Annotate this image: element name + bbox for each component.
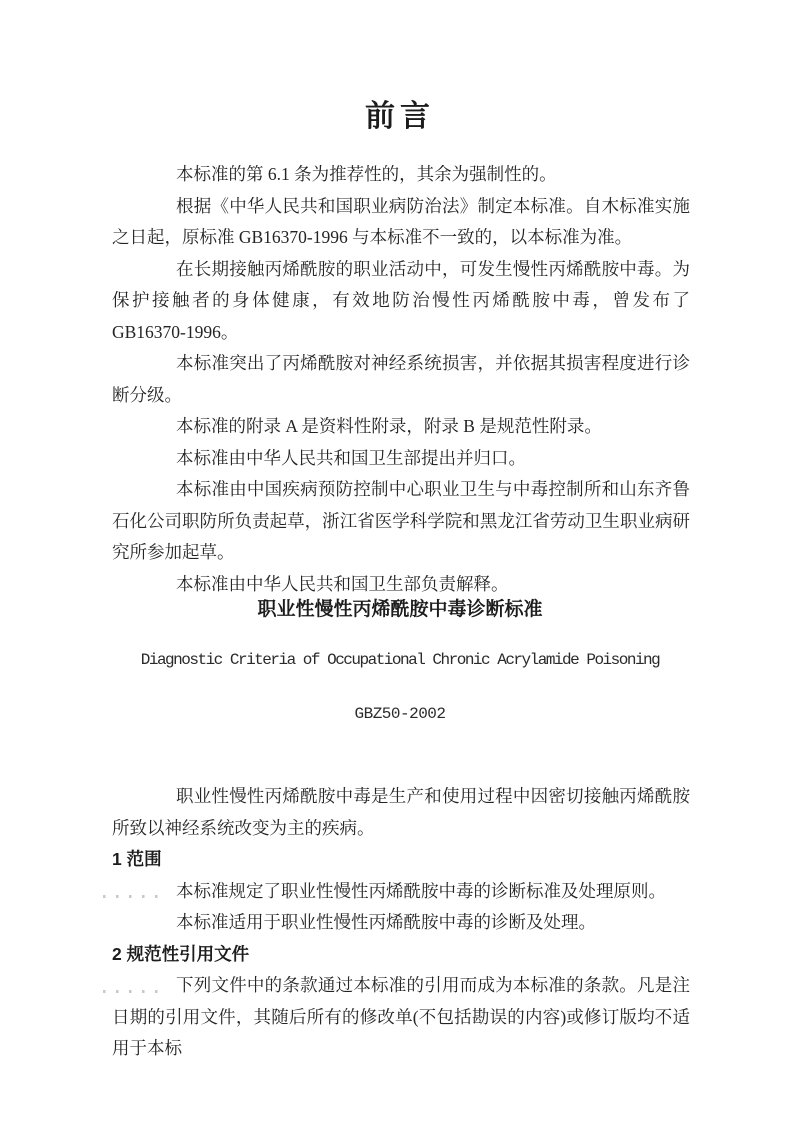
foreword-body [112,159,690,600]
foreword-paragraph: 本标准突出了丙烯酰胺对神经系统损害，并依据其损害程度进行诊断分级。 [112,353,690,405]
section-paragraph: 本标准规定了职业性慢性丙烯酰胺中毒的诊断标准及处理原则。 [176,880,666,901]
standard-code: GBZ50-2002 [354,705,446,723]
foreword-paragraph: 在长期接触丙烯酰胺的职业活动中，可发生慢性丙烯酰胺中毒。为保护接触者的身体健康，有效地防治慢性丙烯酰胺中毒，曾发布了 GB16370-1996。 [112,258,690,342]
foreword-title: 前言 [365,100,435,133]
foreword-paragraph: 本标准由中华人民共和国卫生部负责解释。 [176,573,509,594]
scan-artifact-dots [103,895,161,898]
foreword-paragraph: 根据《中华人民共和国职业病防治法》制定本标准。自木标准实施之日起，原标准 GB16370-1996 与本标准不一致的，以本标准为准。 [112,195,690,247]
intro-paragraph: 职业性慢性丙烯酰胺中毒是生产和使用过程中因密切接触丙烯酰胺所致以神经系统改变为主的疾病。 [112,786,690,838]
section-heading-normative-references: 2 规范性引用文件 [112,943,250,964]
section-heading-scope: 1 范围 [112,849,162,869]
foreword-paragraph: 本标准由中国疾病预防控制中心职业卫生与中毒控制所和山东齐鲁石化公司职防所负责起草，浙江省医学科学院和黑龙江省劳动卫生职业病研究所参加起草。 [112,479,690,562]
section-paragraph: 下列文件中的条款通过本标准的引用而成为本标准的条款。凡是注日期的引用文件，其随后所有的修改单(不包括勘误的内容)或修订版均不适用于本标 [112,975,690,1058]
section-paragraph: 本标准适用于职业性慢性丙烯酰胺中毒的诊断及处理。 [176,912,596,932]
scan-artifact-dots [103,990,161,993]
standard-title-cn: 职业性慢性丙烯酰胺中毒诊断标准 [257,599,543,620]
foreword-paragraph: 本标准的附录 A 是资料性附录，附录 B 是规范性附录。 [176,416,602,436]
standard-body [112,781,690,1065]
foreword-paragraph: 本标准的第 6.1 条为推荐性的，其余为强制性的。 [176,164,557,184]
foreword-paragraph: 本标准由中华人民共和国卫生部提出并归口。 [176,447,526,468]
standard-title-en: Diagnostic Criteria of Occupational Chronic Acrylamide Poisoning [140,651,660,669]
